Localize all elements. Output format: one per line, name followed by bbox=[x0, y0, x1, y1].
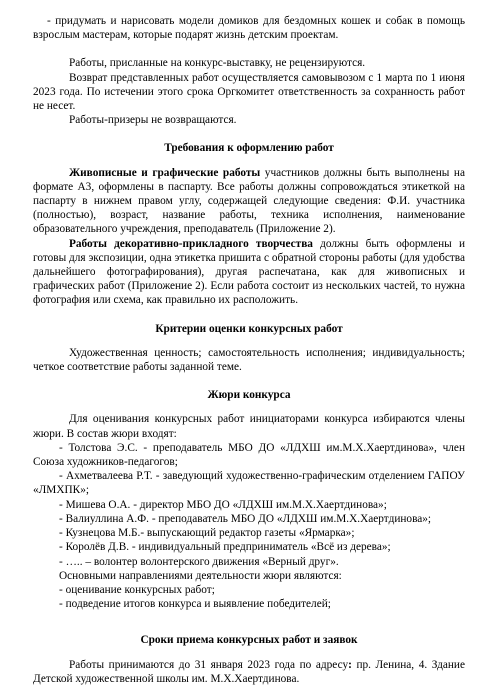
criteria-text: Художественная ценность; самостоятельность исполнения; индивидуальность; четкое соответствие работы заданной теме. bbox=[33, 346, 465, 374]
jury-intro: Для оценивания конкурсных работ инициаторами конкурса избираются члены жюри. В состав жюри входят: bbox=[33, 413, 465, 440]
rule-winners: Работы-призеры не возвращаются. bbox=[69, 114, 237, 127]
intro-list-item: - придумать и нарисовать модели домиков для бездомных кошек и собак в помощь взрослым мастерам, которые подарят жизнь детским проектам. bbox=[33, 15, 465, 42]
deadlines-heading: Сроки приема конкурсных работ и заявок bbox=[140, 634, 358, 647]
criteria-heading: Критерии оценки конкурсных работ bbox=[155, 322, 343, 335]
jury-member: - Мишева О.А. - директор МБО ДО «ЛДХШ им.М.Х.Хаертдинова»; bbox=[59, 498, 387, 511]
deadlines-text bbox=[33, 658, 465, 686]
deadlines-colon: : bbox=[348, 658, 352, 671]
requirements-p1-bold: Живописные и графические работы bbox=[69, 166, 261, 179]
rule-return: Возврат представленных работ осуществляется самовывозом с 1 марта по 1 июня 2023 года. По истечении этого срока Оргкомитет ответственность за сохранность работ не несет. bbox=[33, 71, 465, 113]
jury-directions-intro: Основными направлениями деятельности жюри являются: bbox=[59, 569, 342, 582]
requirements-p2-bold: Работы декоративно-прикладного творчества bbox=[69, 237, 313, 250]
requirements-heading: Требования к оформлению работ bbox=[164, 142, 334, 155]
jury-member: - ….. – волонтер волонтерского движения «Верный друг». bbox=[59, 555, 339, 568]
rule-no-review: Работы, присланные на конкурс-выставку, не рецензируются. bbox=[69, 57, 366, 70]
deadlines-text-before: Работы принимаются до 31 января 2023 года по адресу bbox=[69, 658, 349, 671]
jury-member: - Ахметвалеева Р.Т. - заведующий художественно-графическим отделением ГАПОУ «ЛМХПК»; bbox=[33, 470, 465, 497]
requirements-p1-text: участников должны быть выполнены на формате А3, оформлены в паспарту. Все работы должны сопровождаться этикеткой на паспарту в нижнем правом углу, содержащей следующие сведения: Ф.И. участника (полностью), возраст, название работы, техника исполнения, наименование образовательного учреждения, преподаватель (Приложение 2). bbox=[33, 166, 465, 236]
jury-member: - Толстова Э.С. - преподаватель МБО ДО «ЛДХШ им.М.Х.Хаертдинова», член Союза художников-педагогов; bbox=[33, 441, 465, 469]
jury-member: - Кузнецова М.Б.- выпускающий редактор газеты «Ярмарка»; bbox=[59, 527, 355, 540]
jury-direction: - оценивание конкурсных работ; bbox=[59, 583, 215, 596]
requirements-paragraph-2 bbox=[33, 237, 465, 308]
jury-heading: Жюри конкурса bbox=[207, 389, 291, 402]
jury-member: - Валиуллина А.Ф. - преподаватель МБО ДО «ЛДХШ им.М.Х.Хаертдинова»; bbox=[59, 512, 432, 525]
requirements-p2-text: должны быть оформлены и готовы для экспозиции, одна этикетка пришита с обратной стороны работы (для удобства дальнейшего фотографирования), другая распечатана, как для живописных и графических работ (Приложение 2). Если работа состоит из нескольких частей, то нужна фотография или схема, как правильно их расположить. bbox=[33, 237, 465, 307]
requirements-paragraph-1 bbox=[33, 166, 465, 237]
deadlines-text-after: пр. Ленина, 4. Здание Детской художественной школы им. М.Х.Хаертдинова. bbox=[33, 658, 465, 685]
jury-direction: - подведение итогов конкурса и выявление победителей; bbox=[59, 598, 331, 611]
jury-member: - Королёв Д.В. - индивидуальный предприниматель «Всё из дерева»; bbox=[59, 541, 391, 554]
